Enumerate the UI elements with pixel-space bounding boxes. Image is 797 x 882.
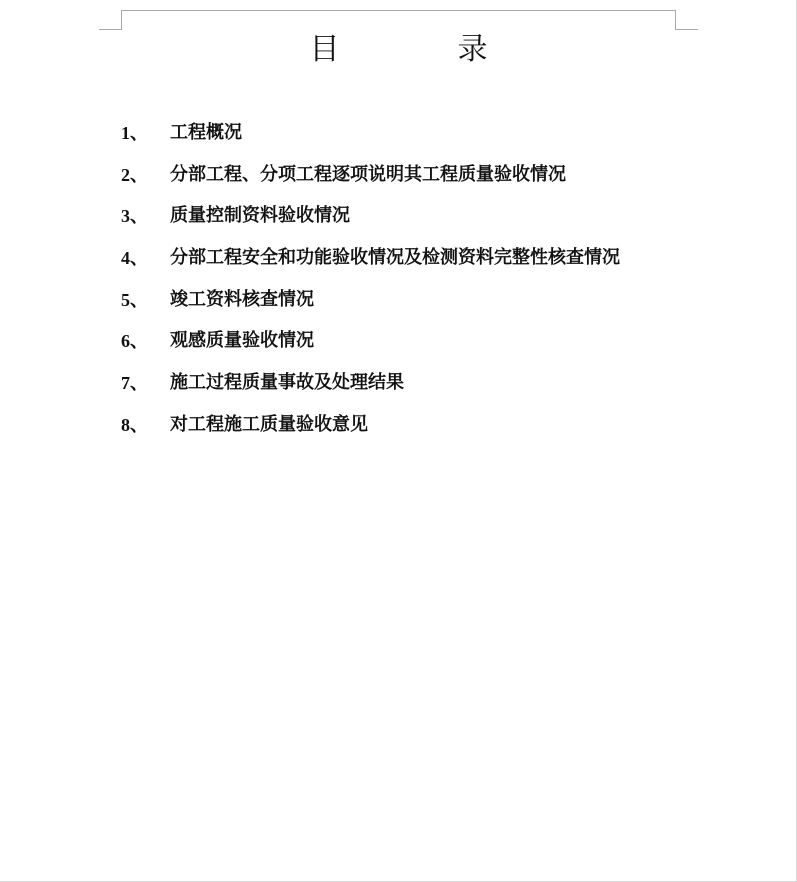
toc-item-number: 4、 (121, 248, 148, 269)
toc-item-text: 竣工资料核查情况 (170, 288, 314, 310)
margin-corner-mark-left (121, 10, 122, 30)
toc-item (121, 118, 721, 160)
toc-item-number: 8、 (121, 414, 148, 435)
toc-item-number: 5、 (121, 289, 148, 310)
toc-item (121, 160, 721, 202)
toc-item-text: 施工过程质量事故及处理结果 (170, 372, 404, 394)
page-title: 目 录 (309, 32, 532, 67)
toc-item-number: 3、 (121, 206, 148, 227)
table-of-contents (121, 118, 721, 452)
toc-item-text: 对工程施工质量验收意见 (170, 413, 368, 435)
header-margin-line (121, 10, 676, 11)
toc-item-text: 工程概况 (170, 122, 242, 143)
toc-item (121, 410, 721, 452)
toc-item-text: 分部工程、分项工程逐项说明其工程质量验收情况 (170, 163, 566, 185)
toc-item (121, 201, 721, 243)
toc-item-text: 分部工程安全和功能验收情况及检测资料完整性核查情况 (170, 247, 620, 269)
toc-item-text: 观感质量验收情况 (170, 330, 314, 352)
toc-item (121, 326, 721, 368)
margin-corner-mark-right (675, 10, 676, 30)
toc-item-number: 7、 (121, 373, 148, 394)
toc-item-number: 6、 (121, 331, 148, 352)
toc-item-text: 质量控制资料验收情况 (170, 205, 350, 227)
toc-item-number: 2、 (121, 164, 148, 185)
toc-item (121, 243, 721, 285)
toc-item (121, 285, 721, 327)
toc-item-number: 1、 (121, 123, 148, 143)
toc-item (121, 368, 721, 410)
